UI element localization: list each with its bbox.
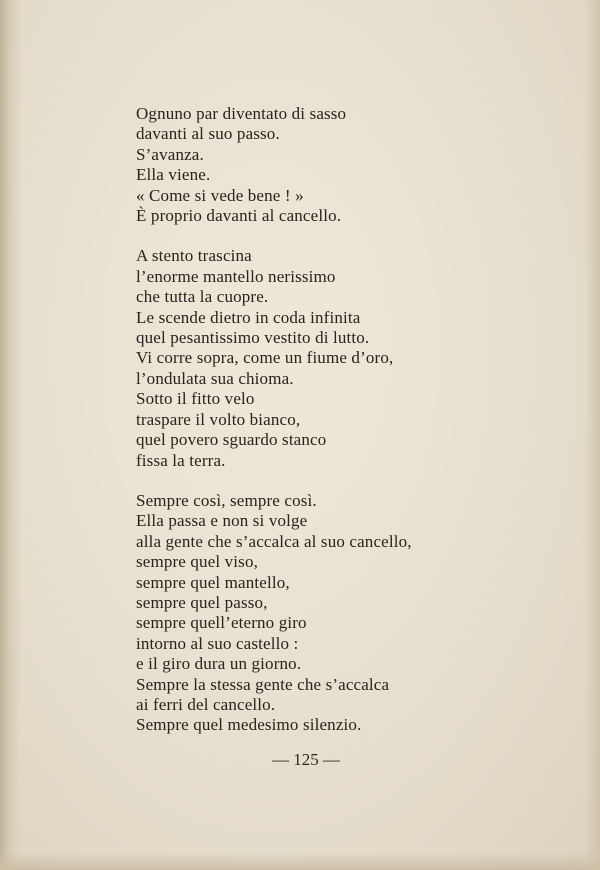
stanza	[136, 491, 466, 736]
poem-line: sempre quel mantello,	[136, 572, 290, 592]
poem-line: traspare il volto bianco,	[136, 409, 301, 429]
poem-line: sempre quel viso,	[136, 552, 258, 572]
page-edge-bottom	[0, 852, 600, 870]
poem-line: che tutta la cuopre.	[136, 287, 269, 307]
poem-line: sempre quell’eterno giro	[136, 613, 307, 633]
poem-line: l’ondulata sua chioma.	[136, 368, 294, 388]
poem-line: fissa la terra.	[136, 450, 226, 470]
poem-line: e il giro dura un giorno.	[136, 654, 302, 674]
poem-line: quel pesantissimo vestito di lutto.	[136, 328, 370, 348]
poem-line: alla gente che s’accalca al suo cancello,	[136, 531, 412, 551]
stanza	[136, 104, 466, 226]
binding-shadow	[0, 0, 22, 870]
poem-line: Sempre così, sempre così.	[136, 490, 317, 510]
poem-line: ai ferri del cancello.	[136, 694, 276, 714]
page-number: — 125 —	[272, 750, 340, 769]
poem-line: Ognuno par diventato di sasso	[136, 104, 347, 123]
poem-line: davanti al suo passo.	[136, 124, 280, 144]
poem-line: Sempre la stessa gente che s’accalca	[136, 674, 390, 694]
poem-line: Sotto il fitto velo	[136, 389, 255, 409]
poem-line: intorno al suo castello :	[136, 633, 299, 653]
poem-line: quel povero sguardo stanco	[136, 430, 327, 450]
stanza	[136, 246, 466, 470]
poem-line: Vi corre sopra, come un fiume d’oro,	[136, 348, 394, 368]
poem-line: l’enorme mantello nerissimo	[136, 266, 336, 286]
poem-line: Le scende dietro in coda infinita	[136, 307, 361, 327]
poem-line: Sempre quel medesimo silenzio.	[136, 715, 362, 735]
poem-line: È proprio davanti al cancello.	[136, 206, 342, 226]
poem-text	[136, 104, 466, 736]
poem-line: sempre quel passo,	[136, 592, 268, 612]
poem-line: Ella viene.	[136, 165, 211, 185]
poem-line: A stento trascina	[136, 246, 252, 266]
poem-line: « Come si vede bene ! »	[136, 185, 304, 205]
page-edge-right	[584, 0, 600, 870]
poem-line: S’avanza.	[136, 144, 204, 164]
poem-line: Ella passa e non si volge	[136, 511, 308, 531]
